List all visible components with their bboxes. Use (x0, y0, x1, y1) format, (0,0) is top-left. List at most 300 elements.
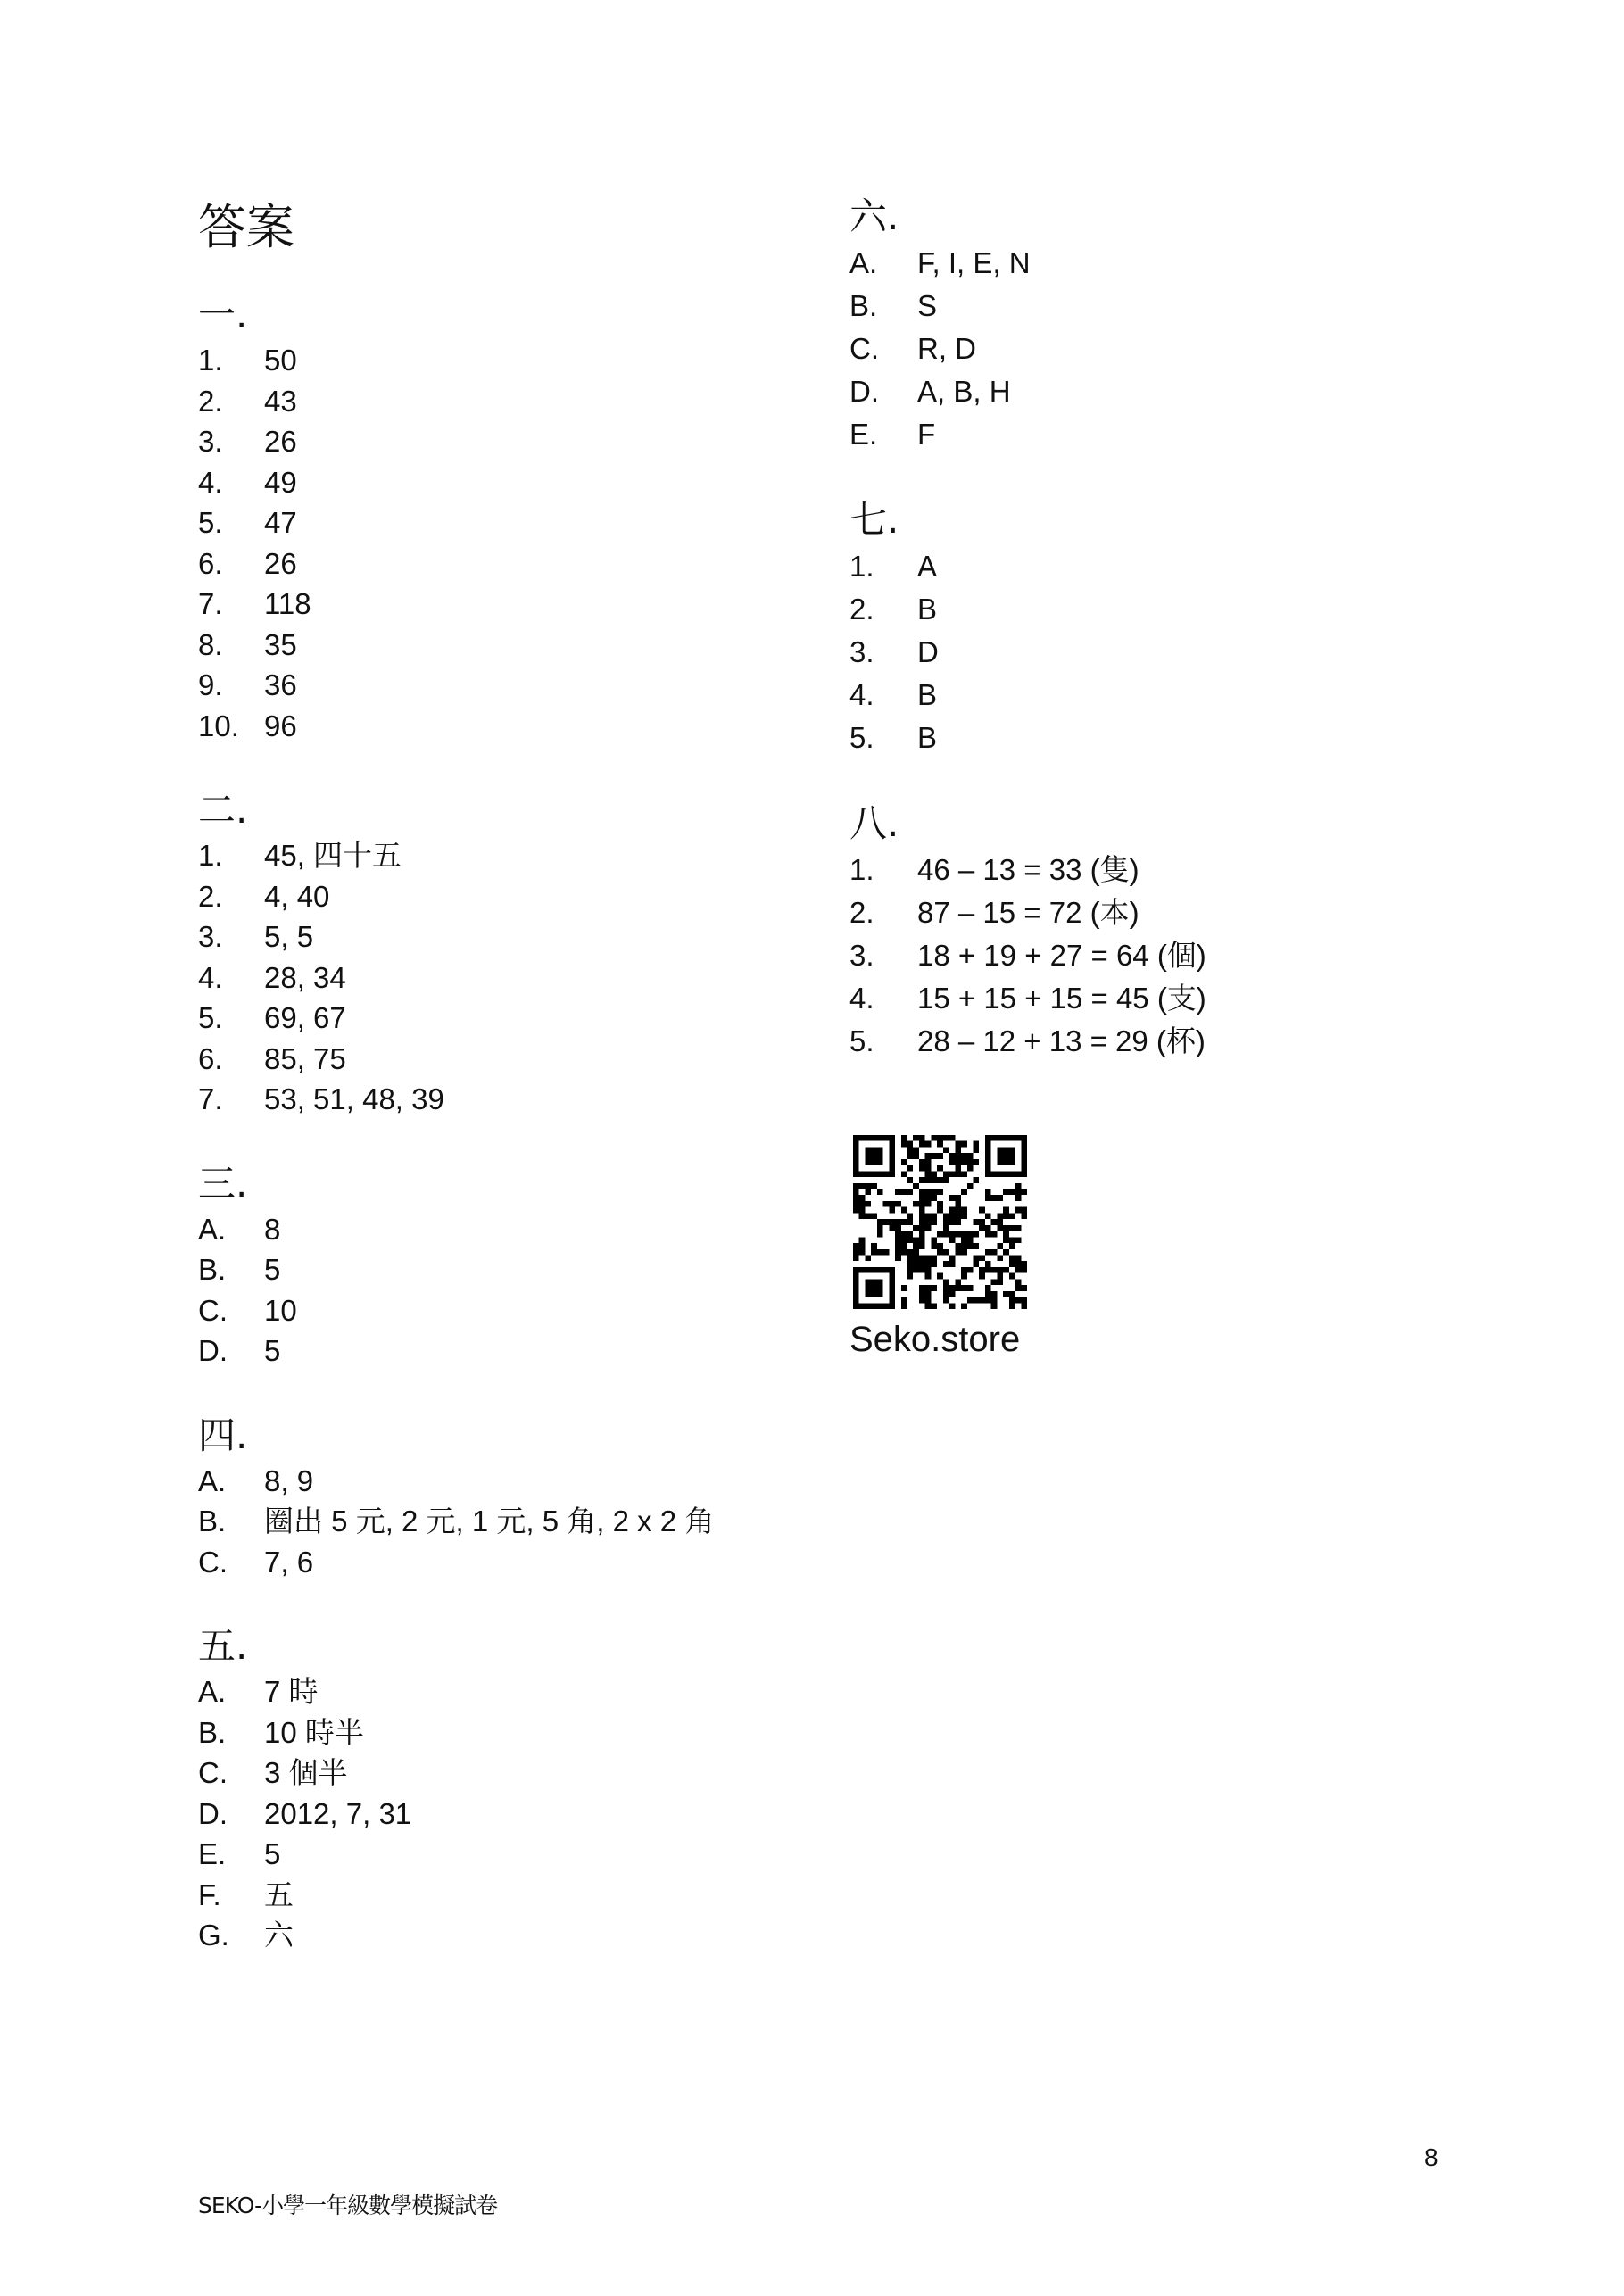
qr-module (877, 1303, 883, 1309)
qr-module (919, 1243, 925, 1249)
answer-item (198, 381, 823, 422)
qr-module (883, 1303, 890, 1309)
qr-module (1003, 1249, 1009, 1256)
item-label: E. (198, 1837, 227, 1870)
item-label: 3. (849, 635, 874, 668)
qr-module (931, 1285, 937, 1291)
qr-module (1009, 1189, 1015, 1196)
qr-module (883, 1171, 890, 1177)
qr-module (925, 1201, 932, 1207)
qr-module (955, 1147, 961, 1153)
qr-module (985, 1213, 991, 1219)
qr-module (913, 1243, 919, 1249)
qr-module (961, 1243, 967, 1249)
qr-module (943, 1285, 949, 1291)
qr-module (877, 1285, 883, 1291)
answer-item (198, 916, 823, 957)
qr-module (1003, 1147, 1009, 1153)
item-label: B. (198, 1253, 227, 1286)
qr-module (985, 1189, 991, 1196)
qr-module (877, 1219, 883, 1225)
qr-module (877, 1225, 883, 1231)
qr-module (1009, 1243, 1015, 1249)
qr-module (895, 1231, 901, 1238)
item-answer: 7 時 (264, 1675, 319, 1708)
qr-module (967, 1159, 974, 1165)
item-label: 2. (198, 384, 223, 418)
qr-module (937, 1189, 943, 1196)
qr-module (871, 1243, 877, 1249)
qr-module (865, 1279, 871, 1285)
qr-module (985, 1291, 991, 1297)
item-label: 3. (198, 920, 223, 953)
item-answer: 5, 5 (264, 920, 314, 953)
qr-module (979, 1255, 985, 1261)
qr-module (997, 1147, 1003, 1153)
qr-module (1021, 1165, 1027, 1172)
qr-module (919, 1165, 925, 1172)
qr-module (901, 1231, 907, 1238)
qr-module (919, 1219, 925, 1225)
item-answer: F (917, 418, 936, 451)
qr-module (991, 1297, 998, 1304)
qr-module (1015, 1237, 1022, 1243)
item-label: 1. (198, 839, 223, 872)
qr-module (979, 1273, 985, 1280)
qr-module (853, 1171, 859, 1177)
qr-module (889, 1285, 895, 1291)
qr-module (961, 1231, 967, 1238)
qr-module (913, 1201, 919, 1207)
item-label: A. (198, 1463, 227, 1497)
qr-module (1021, 1213, 1027, 1219)
item-answer: A (917, 550, 938, 583)
item-answer: 15 + 15 + 15 = 45 (支) (917, 982, 1206, 1015)
qr-module (961, 1249, 967, 1256)
qr-module (973, 1219, 979, 1225)
qr-module (895, 1249, 901, 1256)
item-label: 4. (849, 982, 874, 1015)
qr-module (895, 1201, 901, 1207)
item-answer: 118 (264, 587, 311, 620)
qr-module (853, 1243, 859, 1249)
item-answer: 28 – 12 + 13 = 29 (杯) (917, 1024, 1206, 1057)
qr-module (1015, 1195, 1022, 1201)
qr-module (985, 1159, 991, 1165)
qr-module (925, 1171, 932, 1177)
qr-module (1021, 1297, 1027, 1304)
qr-module (967, 1237, 974, 1243)
qr-module (925, 1303, 932, 1309)
item-answer: 26 (264, 546, 297, 580)
qr-module (985, 1153, 991, 1159)
qr-module (877, 1147, 883, 1153)
qr-module (997, 1273, 1003, 1280)
qr-module (871, 1153, 877, 1159)
qr-module (925, 1291, 932, 1297)
qr-module (955, 1231, 961, 1238)
qr-module (1009, 1147, 1015, 1153)
item-answer: A, B, H (917, 375, 1011, 408)
qr-code-icon[interactable] (853, 1135, 1027, 1309)
qr-module (997, 1153, 1003, 1159)
qr-module (967, 1297, 974, 1304)
qr-module (1003, 1159, 1009, 1165)
qr-module (925, 1141, 932, 1148)
qr-module (979, 1219, 985, 1225)
item-answer: 3 個半 (264, 1756, 348, 1789)
qr-module (991, 1303, 998, 1309)
item-label: 4. (198, 960, 223, 994)
qr-module (955, 1285, 961, 1291)
qr-module (985, 1267, 991, 1273)
qr-module (997, 1279, 1003, 1285)
qr-module (919, 1207, 925, 1214)
answer-item (198, 340, 823, 381)
qr-module (991, 1291, 998, 1297)
qr-module (1021, 1141, 1027, 1148)
answer-section (198, 1621, 823, 1956)
qr-module (907, 1255, 914, 1261)
qr-module (997, 1135, 1003, 1141)
qr-module (919, 1297, 925, 1304)
answer-item (198, 1794, 823, 1835)
qr-module (919, 1237, 925, 1243)
item-label: A. (849, 246, 878, 279)
item-answer: 五 (264, 1877, 294, 1911)
answer-item (849, 849, 1474, 891)
qr-module (925, 1195, 932, 1201)
qr-module (997, 1225, 1003, 1231)
answer-item (849, 977, 1474, 1020)
qr-module (937, 1243, 943, 1249)
qr-module (871, 1135, 877, 1141)
qr-module (949, 1159, 956, 1165)
item-answer: 87 – 15 = 72 (本) (917, 896, 1139, 929)
qr-module (853, 1159, 859, 1165)
qr-module (853, 1183, 859, 1189)
qr-module (967, 1183, 974, 1189)
item-answer: 18 + 19 + 27 = 64 (個) (917, 939, 1206, 972)
qr-module (1021, 1267, 1027, 1273)
section-heading: 八. (849, 801, 899, 845)
item-label: D. (198, 1796, 228, 1830)
qr-module (955, 1249, 961, 1256)
qr-module (985, 1165, 991, 1172)
answer-item (849, 631, 1474, 674)
answer-item (198, 706, 823, 747)
qr-module (919, 1255, 925, 1261)
answer-item (198, 1834, 823, 1875)
qr-module (1021, 1159, 1027, 1165)
qr-module (949, 1207, 956, 1214)
answer-section (198, 785, 823, 1120)
qr-module (877, 1249, 883, 1256)
qr-module (1021, 1207, 1027, 1214)
qr-module (985, 1147, 991, 1153)
qr-module (871, 1249, 877, 1256)
qr-module (1009, 1255, 1015, 1261)
qr-module (925, 1285, 932, 1291)
qr-module (949, 1171, 956, 1177)
answer-item (198, 584, 823, 625)
qr-module (973, 1261, 979, 1267)
qr-module (889, 1303, 895, 1309)
answer-section (198, 290, 823, 746)
qr-module (931, 1177, 937, 1183)
qr-module (859, 1171, 866, 1177)
left-column (198, 290, 823, 1995)
qr-module (859, 1303, 866, 1309)
qr-module (985, 1171, 991, 1177)
qr-module (913, 1267, 919, 1273)
qr-module (925, 1189, 932, 1196)
qr-module (853, 1165, 859, 1172)
answer-item (849, 285, 1474, 327)
qr-module (1021, 1147, 1027, 1153)
qr-module (859, 1207, 866, 1214)
qr-module (853, 1195, 859, 1201)
qr-module (889, 1159, 895, 1165)
answer-item (198, 1290, 823, 1331)
qr-module (907, 1231, 914, 1238)
qr-module (949, 1285, 956, 1291)
item-label: B. (198, 1715, 227, 1749)
answer-item (198, 1501, 823, 1542)
qr-module (931, 1303, 937, 1309)
answer-section (849, 799, 1474, 1063)
qr-module (961, 1237, 967, 1243)
qr-module (931, 1195, 937, 1201)
qr-module (865, 1213, 871, 1219)
item-answer: 5 (264, 1253, 281, 1286)
qr-module (883, 1135, 890, 1141)
qr-module (949, 1237, 956, 1243)
qr-module (1009, 1297, 1015, 1304)
qr-module (919, 1177, 925, 1183)
answer-section (849, 192, 1474, 456)
qr-module (913, 1261, 919, 1267)
item-answer: 46 – 13 = 33 (隻) (917, 853, 1139, 886)
qr-module (877, 1159, 883, 1165)
answer-item (198, 1461, 823, 1502)
qr-module (961, 1303, 967, 1309)
answer-section (198, 1159, 823, 1372)
qr-module (883, 1267, 890, 1273)
qr-module (919, 1189, 925, 1196)
qr-module (871, 1213, 877, 1219)
item-answer: 5 (264, 1334, 281, 1367)
qr-module (937, 1177, 943, 1183)
qr-module (1009, 1291, 1015, 1297)
qr-module (997, 1267, 1003, 1273)
item-answer: 8, 9 (264, 1463, 314, 1497)
item-label: 5. (849, 721, 874, 754)
qr-module (853, 1249, 859, 1256)
qr-module (949, 1303, 956, 1309)
item-answer: 六 (264, 1919, 294, 1952)
qr-module (955, 1213, 961, 1219)
qr-module (1009, 1237, 1015, 1243)
qr-module (997, 1243, 1003, 1249)
qr-module (1009, 1303, 1015, 1309)
item-label: 3. (198, 425, 223, 458)
qr-module (943, 1249, 949, 1256)
qr-module (865, 1291, 871, 1297)
qr-module (877, 1279, 883, 1285)
qr-module (859, 1249, 866, 1256)
qr-module (919, 1213, 925, 1219)
qr-module (877, 1231, 883, 1238)
qr-module (907, 1141, 914, 1148)
qr-module (889, 1135, 895, 1141)
qr-module (925, 1177, 932, 1183)
qr-module (943, 1147, 949, 1153)
qr-module (1015, 1255, 1022, 1261)
qr-module (1015, 1267, 1022, 1273)
qr-module (895, 1243, 901, 1249)
item-label: B. (198, 1504, 227, 1538)
qr-module (907, 1153, 914, 1159)
answer-item (849, 588, 1474, 631)
answer-item (849, 545, 1474, 588)
qr-module (967, 1165, 974, 1172)
qr-module (943, 1291, 949, 1297)
qr-module (889, 1147, 895, 1153)
qr-module (907, 1219, 914, 1225)
item-label: C. (198, 1545, 228, 1579)
qr-module (943, 1213, 949, 1219)
qr-module (907, 1177, 914, 1183)
item-answer: 36 (264, 668, 297, 701)
qr-module (919, 1135, 925, 1141)
qr-module (937, 1201, 943, 1207)
qr-module (901, 1249, 907, 1256)
qr-module (943, 1297, 949, 1304)
qr-module (1003, 1237, 1009, 1243)
qr-module (991, 1219, 998, 1225)
qr-block[interactable] (849, 1135, 1027, 1366)
qr-module (1021, 1303, 1027, 1309)
item-answer: 圈出 5 元, 2 元, 1 元, 5 角, 2 x 2 角 (264, 1504, 715, 1538)
answer-item (198, 1712, 823, 1753)
qr-module (919, 1231, 925, 1238)
qr-module (997, 1219, 1003, 1225)
qr-module (853, 1189, 859, 1196)
qr-module (853, 1291, 859, 1297)
qr-module (889, 1141, 895, 1148)
answer-item (198, 1753, 823, 1794)
qr-module (913, 1237, 919, 1243)
answer-item (849, 242, 1474, 285)
qr-module (877, 1291, 883, 1297)
qr-module (925, 1213, 932, 1219)
qr-module (859, 1195, 866, 1201)
qr-module (973, 1255, 979, 1261)
item-answer: 4, 40 (264, 879, 330, 913)
item-label: 5. (849, 1024, 874, 1057)
item-label: 3. (849, 939, 874, 972)
qr-module (937, 1231, 943, 1238)
qr-module (871, 1147, 877, 1153)
item-label: 10. (198, 709, 239, 742)
qr-module (907, 1213, 914, 1219)
qr-module (913, 1225, 919, 1231)
qr-module (1009, 1159, 1015, 1165)
item-answer: 8 (264, 1212, 281, 1246)
answer-section (849, 495, 1474, 759)
answer-item (198, 1875, 823, 1916)
qr-module (937, 1273, 943, 1280)
qr-module (979, 1267, 985, 1273)
qr-module (931, 1213, 937, 1219)
qr-module (889, 1291, 895, 1297)
qr-module (919, 1285, 925, 1291)
item-label: 7. (198, 587, 223, 620)
item-answer: 10 時半 (264, 1715, 364, 1749)
answer-item (849, 674, 1474, 717)
qr-module (985, 1261, 991, 1267)
answer-item (849, 413, 1474, 456)
qr-module (961, 1153, 967, 1159)
answer-item (849, 891, 1474, 934)
item-answer: 5 (264, 1837, 281, 1870)
qr-module (877, 1189, 883, 1196)
qr-label[interactable]: Seko.store (849, 1320, 1021, 1359)
qr-module (865, 1147, 871, 1153)
qr-module (991, 1195, 998, 1201)
qr-module (859, 1267, 866, 1273)
answer-item (198, 1079, 823, 1120)
qr-module (865, 1201, 871, 1207)
qr-module (883, 1219, 890, 1225)
qr-module (955, 1141, 961, 1148)
section-heading: 三. (198, 1161, 248, 1206)
qr-module (943, 1135, 949, 1141)
qr-module (1015, 1189, 1022, 1196)
qr-module (877, 1153, 883, 1159)
item-answer: B (917, 678, 938, 711)
item-answer: 85, 75 (264, 1041, 346, 1075)
item-label: 7. (198, 1082, 223, 1115)
item-label: 2. (849, 896, 874, 929)
qr-module (991, 1231, 998, 1238)
section-heading: 二. (198, 788, 248, 832)
answer-item (198, 1915, 823, 1956)
qr-module (997, 1195, 1003, 1201)
qr-module (907, 1189, 914, 1196)
qr-module (985, 1135, 991, 1141)
qr-module (913, 1135, 919, 1141)
qr-module (901, 1219, 907, 1225)
qr-module (1009, 1171, 1015, 1177)
answer-item (198, 835, 823, 876)
qr-module (883, 1201, 890, 1207)
qr-module (895, 1219, 901, 1225)
qr-module (1015, 1171, 1022, 1177)
item-label: D. (198, 1334, 228, 1367)
qr-module (961, 1207, 967, 1214)
qr-module (967, 1285, 974, 1291)
qr-module (859, 1213, 866, 1219)
qr-module (1003, 1225, 1009, 1231)
qr-module (853, 1267, 859, 1273)
qr-module (955, 1243, 961, 1249)
qr-module (853, 1201, 859, 1207)
answer-item (198, 625, 823, 666)
qr-module (1009, 1153, 1015, 1159)
qr-module (991, 1267, 998, 1273)
